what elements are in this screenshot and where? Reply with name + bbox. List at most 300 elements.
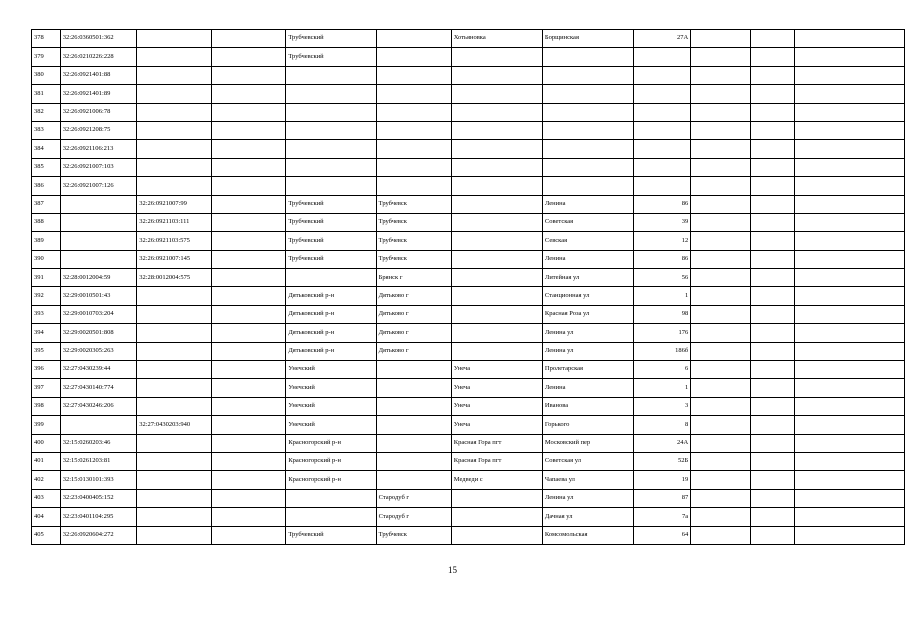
table-cell — [542, 66, 633, 84]
table-cell — [211, 250, 286, 268]
registry-table-body — [32, 30, 905, 545]
table-cell: Дятьково г — [376, 305, 451, 323]
row-number-cell: 378 — [32, 30, 61, 48]
table-cell: 32:27:0430239:44 — [60, 361, 137, 379]
table-cell: 32:28:0012004:575 — [137, 269, 212, 287]
table-cell — [137, 342, 212, 360]
table-cell: 32:26:0921007:145 — [137, 250, 212, 268]
table-cell — [751, 489, 795, 507]
table-cell — [634, 158, 691, 176]
table-cell — [795, 379, 905, 397]
table-cell: 32:29:0020501:808 — [60, 324, 137, 342]
table-cell: 86 — [634, 195, 691, 213]
table-cell — [691, 177, 751, 195]
row-number-cell: 380 — [32, 66, 61, 84]
table-cell: 32:15:0260203:46 — [60, 434, 137, 452]
table-cell — [795, 508, 905, 526]
table-cell — [795, 416, 905, 434]
table-row — [32, 250, 905, 268]
table-cell — [211, 232, 286, 250]
table-cell — [376, 85, 451, 103]
table-cell: Красная Гора пгт — [451, 452, 542, 470]
table-cell — [634, 66, 691, 84]
table-cell: Унечский — [286, 361, 376, 379]
table-cell — [451, 66, 542, 84]
table-cell: Ленина — [542, 379, 633, 397]
table-cell: 64 — [634, 526, 691, 544]
table-cell — [691, 213, 751, 231]
table-cell: Чапаева ул — [542, 471, 633, 489]
table-cell: 32:26:0921401:89 — [60, 85, 137, 103]
table-cell: Унечский — [286, 379, 376, 397]
table-cell — [137, 121, 212, 139]
table-cell — [691, 361, 751, 379]
table-cell: 32:26:0921208:75 — [60, 121, 137, 139]
table-cell: 1 — [634, 287, 691, 305]
table-cell — [211, 66, 286, 84]
table-cell — [751, 397, 795, 415]
table-row — [32, 48, 905, 66]
table-cell — [795, 177, 905, 195]
table-cell — [137, 452, 212, 470]
table-row — [32, 140, 905, 158]
row-number-cell: 397 — [32, 379, 61, 397]
row-number-cell: 384 — [32, 140, 61, 158]
table-cell — [751, 471, 795, 489]
table-cell — [751, 158, 795, 176]
table-cell — [751, 287, 795, 305]
table-cell: Унеча — [451, 397, 542, 415]
table-cell — [751, 121, 795, 139]
table-cell — [451, 158, 542, 176]
table-cell — [634, 48, 691, 66]
table-cell — [451, 195, 542, 213]
table-cell: 32:26:0210226:228 — [60, 48, 137, 66]
table-cell: Трубчевский — [286, 48, 376, 66]
table-cell — [691, 232, 751, 250]
table-cell — [542, 103, 633, 121]
table-cell — [751, 324, 795, 342]
table-cell — [691, 324, 751, 342]
table-cell — [286, 66, 376, 84]
table-cell: Стародуб г — [376, 508, 451, 526]
table-cell — [137, 397, 212, 415]
table-cell: 32:23:0400405:152 — [60, 489, 137, 507]
table-cell — [795, 121, 905, 139]
row-number-cell: 392 — [32, 287, 61, 305]
table-cell — [451, 213, 542, 231]
row-number-cell: 391 — [32, 269, 61, 287]
table-cell: 32:26:0920604:272 — [60, 526, 137, 544]
row-number-cell: 399 — [32, 416, 61, 434]
table-cell — [751, 452, 795, 470]
table-cell — [376, 66, 451, 84]
table-cell — [751, 177, 795, 195]
table-cell — [137, 48, 212, 66]
table-cell: Ленина ул — [542, 324, 633, 342]
table-cell — [751, 213, 795, 231]
table-cell — [751, 103, 795, 121]
table-cell — [691, 48, 751, 66]
table-cell — [211, 508, 286, 526]
page-number: 15 — [448, 565, 457, 575]
table-cell — [286, 177, 376, 195]
row-number-cell: 379 — [32, 48, 61, 66]
row-number-cell: 388 — [32, 213, 61, 231]
table-row — [32, 434, 905, 452]
table-cell — [634, 85, 691, 103]
table-cell — [137, 140, 212, 158]
table-cell — [211, 287, 286, 305]
table-cell — [451, 269, 542, 287]
table-cell — [795, 158, 905, 176]
table-cell — [751, 361, 795, 379]
table-cell: Унеча — [451, 361, 542, 379]
table-cell: 32:27:0430203:940 — [137, 416, 212, 434]
table-cell — [451, 103, 542, 121]
table-cell — [691, 342, 751, 360]
table-row — [32, 471, 905, 489]
table-cell: Станционная ул — [542, 287, 633, 305]
table-cell — [137, 103, 212, 121]
table-cell — [211, 30, 286, 48]
table-cell: 19 — [634, 471, 691, 489]
table-cell — [286, 121, 376, 139]
table-cell — [751, 250, 795, 268]
table-cell: Трубчевский — [286, 250, 376, 268]
table-cell — [451, 287, 542, 305]
table-cell — [137, 434, 212, 452]
table-cell — [376, 48, 451, 66]
table-cell — [751, 66, 795, 84]
table-cell: 87 — [634, 489, 691, 507]
table-cell: 3 — [634, 397, 691, 415]
table-cell — [691, 140, 751, 158]
table-cell: 32:26:0921007:126 — [60, 177, 137, 195]
table-cell — [542, 48, 633, 66]
table-cell — [451, 48, 542, 66]
table-cell: Дятьковский р-н — [286, 324, 376, 342]
table-cell — [634, 177, 691, 195]
table-cell — [691, 250, 751, 268]
table-cell: Литейная ул — [542, 269, 633, 287]
table-cell — [451, 121, 542, 139]
row-number-cell: 402 — [32, 471, 61, 489]
table-cell — [691, 508, 751, 526]
table-cell — [211, 140, 286, 158]
table-cell: 32:26:0921007:103 — [60, 158, 137, 176]
table-cell — [137, 324, 212, 342]
table-cell: 86 — [634, 250, 691, 268]
table-cell — [691, 103, 751, 121]
table-cell: 32:26:0921007:99 — [137, 195, 212, 213]
table-cell: 32:15:0261203:81 — [60, 452, 137, 470]
table-row — [32, 416, 905, 434]
table-cell: Дятьковский р-н — [286, 342, 376, 360]
table-row — [32, 85, 905, 103]
table-cell — [137, 526, 212, 544]
table-cell — [795, 287, 905, 305]
table-cell: 56 — [634, 269, 691, 287]
table-cell — [286, 140, 376, 158]
table-cell — [286, 269, 376, 287]
table-cell: Ленина ул — [542, 489, 633, 507]
table-cell — [60, 195, 137, 213]
table-cell: 32:26:0921106:213 — [60, 140, 137, 158]
table-cell — [451, 140, 542, 158]
table-cell — [137, 85, 212, 103]
table-cell: Горького — [542, 416, 633, 434]
table-cell — [211, 379, 286, 397]
table-cell — [60, 250, 137, 268]
table-row — [32, 269, 905, 287]
table-cell: 32:23:0401104:295 — [60, 508, 137, 526]
table-cell: Трубчевский — [286, 232, 376, 250]
table-cell: Иванова — [542, 397, 633, 415]
table-cell — [691, 434, 751, 452]
table-cell: Севская — [542, 232, 633, 250]
table-cell — [691, 66, 751, 84]
table-cell — [751, 195, 795, 213]
table-cell — [211, 361, 286, 379]
table-cell — [691, 287, 751, 305]
table-cell: Трубчевск — [376, 213, 451, 231]
table-cell — [795, 232, 905, 250]
table-cell — [451, 508, 542, 526]
table-cell: 32:26:0921103:575 — [137, 232, 212, 250]
table-cell — [795, 452, 905, 470]
table-cell: 24А — [634, 434, 691, 452]
table-cell: Брянск г — [376, 269, 451, 287]
table-cell — [137, 361, 212, 379]
table-cell: 32:15:0130101:393 — [60, 471, 137, 489]
table-cell: 32:29:0010501:43 — [60, 287, 137, 305]
table-cell — [634, 103, 691, 121]
table-cell — [691, 305, 751, 323]
table-cell — [691, 452, 751, 470]
table-cell — [376, 361, 451, 379]
row-number-cell: 393 — [32, 305, 61, 323]
table-cell — [211, 434, 286, 452]
table-cell: Борщинская — [542, 30, 633, 48]
table-cell — [795, 250, 905, 268]
table-cell: 12 — [634, 232, 691, 250]
table-cell: Дятьковский р-н — [286, 305, 376, 323]
table-cell — [376, 140, 451, 158]
table-cell — [795, 48, 905, 66]
table-cell — [137, 471, 212, 489]
table-cell — [795, 434, 905, 452]
table-row — [32, 452, 905, 470]
table-cell — [211, 342, 286, 360]
row-number-cell: 387 — [32, 195, 61, 213]
table-row — [32, 379, 905, 397]
table-row — [32, 305, 905, 323]
table-cell: Унечский — [286, 416, 376, 434]
row-number-cell: 395 — [32, 342, 61, 360]
table-row — [32, 287, 905, 305]
table-cell: 8 — [634, 416, 691, 434]
table-cell: Московский пер — [542, 434, 633, 452]
table-cell: Хотьяновка — [451, 30, 542, 48]
row-number-cell: 386 — [32, 177, 61, 195]
table-cell: 27А — [634, 30, 691, 48]
table-cell: Трубчевск — [376, 195, 451, 213]
table-cell — [137, 305, 212, 323]
table-cell: Красная Гора пгт — [451, 434, 542, 452]
table-cell — [211, 195, 286, 213]
table-cell — [751, 379, 795, 397]
table-row — [32, 324, 905, 342]
row-number-cell: 398 — [32, 397, 61, 415]
table-cell — [795, 269, 905, 287]
table-cell — [451, 250, 542, 268]
table-cell — [751, 526, 795, 544]
table-row — [32, 361, 905, 379]
table-cell — [795, 85, 905, 103]
table-cell — [376, 397, 451, 415]
table-cell — [691, 471, 751, 489]
table-cell: Унеча — [451, 379, 542, 397]
table-cell — [211, 305, 286, 323]
table-cell — [376, 416, 451, 434]
table-cell — [286, 85, 376, 103]
table-cell — [451, 232, 542, 250]
table-cell — [137, 158, 212, 176]
table-cell — [451, 489, 542, 507]
table-cell — [211, 177, 286, 195]
table-cell: 1 — [634, 379, 691, 397]
table-cell — [211, 103, 286, 121]
table-cell: Дятьковский р-н — [286, 287, 376, 305]
table-row — [32, 508, 905, 526]
table-cell: Трубчевский — [286, 30, 376, 48]
table-cell — [751, 342, 795, 360]
table-cell: 186б — [634, 342, 691, 360]
row-number-cell: 400 — [32, 434, 61, 452]
table-cell — [376, 434, 451, 452]
table-cell — [211, 526, 286, 544]
table-row — [32, 177, 905, 195]
table-cell — [137, 287, 212, 305]
table-cell — [542, 158, 633, 176]
table-cell — [211, 269, 286, 287]
table-cell: Советская — [542, 213, 633, 231]
table-cell: Красногорский р-н — [286, 471, 376, 489]
table-cell — [542, 121, 633, 139]
table-row — [32, 158, 905, 176]
table-cell: 39 — [634, 213, 691, 231]
row-number-cell: 405 — [32, 526, 61, 544]
table-cell: Ленина — [542, 250, 633, 268]
table-cell: 32:26:0921103:111 — [137, 213, 212, 231]
table-cell: Дятьково г — [376, 287, 451, 305]
table-cell: Комсомольская — [542, 526, 633, 544]
table-cell — [60, 213, 137, 231]
table-row — [32, 232, 905, 250]
table-cell — [751, 85, 795, 103]
table-cell — [376, 471, 451, 489]
table-cell — [137, 30, 212, 48]
table-cell — [286, 508, 376, 526]
table-cell: Красногорский р-н — [286, 452, 376, 470]
table-cell — [691, 121, 751, 139]
table-cell: 32:26:0921006:78 — [60, 103, 137, 121]
table-cell: 176 — [634, 324, 691, 342]
table-cell: Унеча — [451, 416, 542, 434]
table-cell — [542, 177, 633, 195]
table-cell: 32:27:0430246:206 — [60, 397, 137, 415]
table-cell — [376, 379, 451, 397]
table-row — [32, 489, 905, 507]
table-cell — [211, 85, 286, 103]
table-cell — [795, 140, 905, 158]
table-cell: 52Б — [634, 452, 691, 470]
table-cell — [286, 158, 376, 176]
table-cell — [137, 66, 212, 84]
table-cell — [211, 452, 286, 470]
row-number-cell: 383 — [32, 121, 61, 139]
table-cell — [60, 232, 137, 250]
registry-table — [31, 29, 905, 545]
table-cell — [137, 177, 212, 195]
table-cell — [376, 452, 451, 470]
table-cell: Трубчевский — [286, 526, 376, 544]
table-cell — [211, 213, 286, 231]
table-cell — [451, 342, 542, 360]
table-cell — [691, 30, 751, 48]
table-cell — [691, 195, 751, 213]
table-cell: Ленина ул — [542, 342, 633, 360]
table-cell — [376, 30, 451, 48]
table-cell: Трубчевск — [376, 250, 451, 268]
table-cell — [542, 85, 633, 103]
table-cell: Советская ул — [542, 452, 633, 470]
table-cell: 32:29:0010703:204 — [60, 305, 137, 323]
table-cell: 32:27:0430140:774 — [60, 379, 137, 397]
table-row — [32, 66, 905, 84]
table-cell: 98 — [634, 305, 691, 323]
table-cell: 32:26:0921401:88 — [60, 66, 137, 84]
table-cell — [634, 121, 691, 139]
table-row — [32, 195, 905, 213]
table-cell — [451, 85, 542, 103]
row-number-cell: 390 — [32, 250, 61, 268]
table-cell — [795, 66, 905, 84]
table-cell — [751, 269, 795, 287]
table-cell — [137, 379, 212, 397]
table-cell — [376, 177, 451, 195]
table-cell — [691, 158, 751, 176]
table-cell — [795, 103, 905, 121]
table-cell — [376, 158, 451, 176]
row-number-cell: 382 — [32, 103, 61, 121]
table-cell: Трубчевский — [286, 195, 376, 213]
table-row — [32, 342, 905, 360]
table-cell — [691, 379, 751, 397]
table-cell: Трубчевск — [376, 526, 451, 544]
table-cell: Дятьково г — [376, 324, 451, 342]
table-cell — [751, 48, 795, 66]
table-cell — [60, 416, 137, 434]
table-cell — [211, 324, 286, 342]
table-cell — [286, 103, 376, 121]
table-cell: Стародуб г — [376, 489, 451, 507]
table-cell — [751, 232, 795, 250]
table-cell — [376, 103, 451, 121]
table-cell — [691, 85, 751, 103]
table-cell: 32:26:0360501:362 — [60, 30, 137, 48]
